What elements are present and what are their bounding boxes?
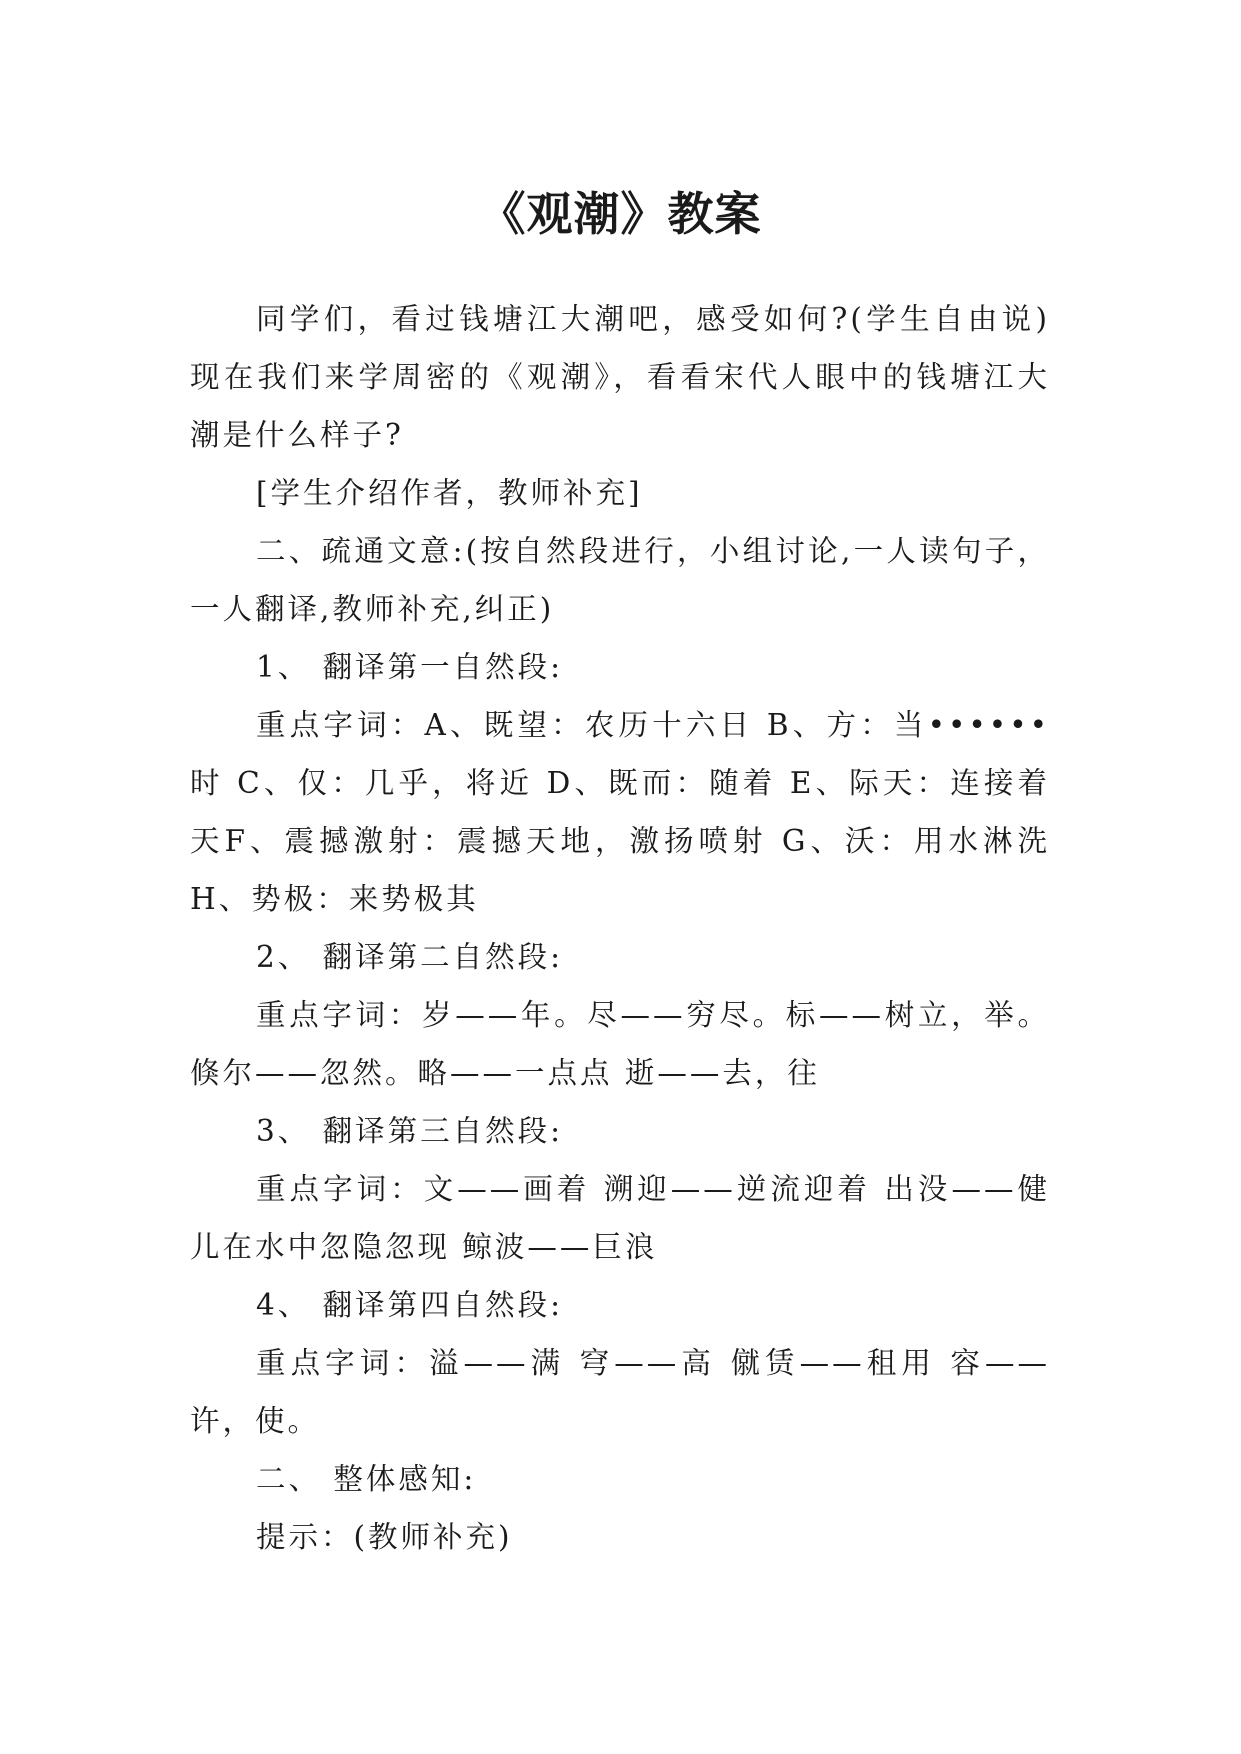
document-title: 《观潮》教案	[479, 186, 762, 241]
hint-line: 提示：(教师补充)	[256, 1520, 513, 1554]
document-body	[190, 290, 1050, 1566]
step-heading-2: 2、 翻译第二自然段:	[256, 940, 564, 974]
step-heading-1: 1、 翻译第一自然段:	[256, 650, 564, 684]
key-words-1: 重点字词：A、既望：农历十六日 B、方：当••••••时 C、仅：几乎，将近 D、既而：随着 E、际天：连接着天F、震撼激射：震撼天地，激扬喷射 G、沃：用水淋洗 H、势极：来势极其	[190, 708, 1050, 916]
section-heading-perception: 二、 整体感知:	[256, 1462, 477, 1496]
key-words-2: 重点字词：岁——年。尽——穷尽。标——树立，举。倏尔——忽然。略——一点点 逝——去，往	[190, 998, 1050, 1090]
section-heading-understanding: 二、疏通文意:(按自然段进行，小组讨论,一人读句子，一人翻译,教师补充,纠正)	[190, 534, 1050, 626]
paragraph-intro: 同学们，看过钱塘江大潮吧，感受如何?(学生自由说)现在我们来学周密的《观潮》，看看宋代人眼中的钱塘江大潮是什么样子?	[190, 302, 1050, 452]
key-words-3: 重点字词：文——画着 溯迎——逆流迎着 出没——健儿在水中忽隐忽现 鲸波——巨浪	[190, 1172, 1050, 1264]
step-heading-4: 4、 翻译第四自然段:	[256, 1288, 564, 1322]
step-heading-3: 3、 翻译第三自然段:	[256, 1114, 564, 1148]
key-words-4: 重点字词：溢——满 穹——高 僦赁——租用 容——许，使。	[190, 1346, 1050, 1438]
paragraph-author: [学生介绍作者，教师补充]	[256, 476, 643, 510]
